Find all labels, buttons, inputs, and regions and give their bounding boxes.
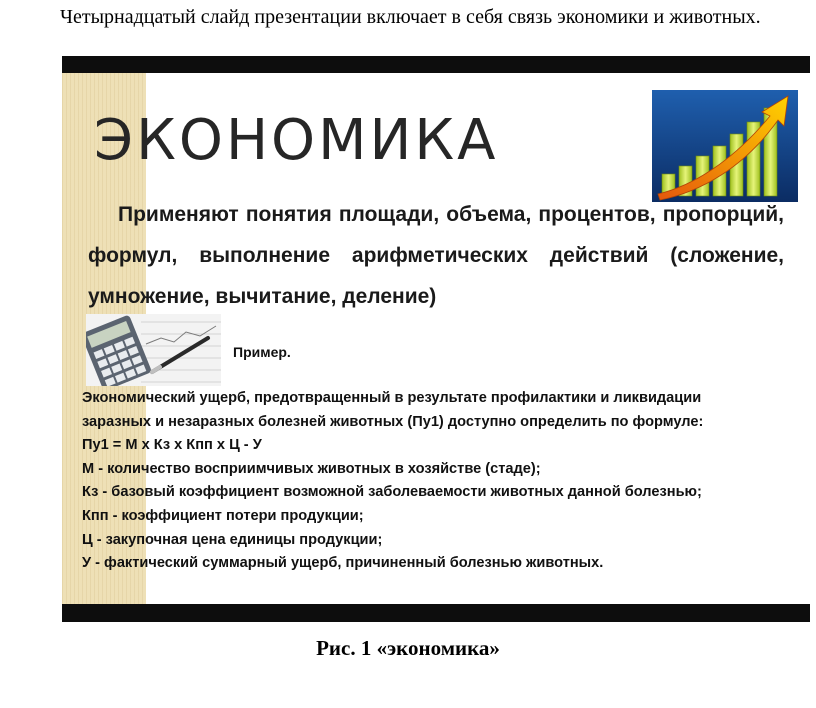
example-line: Кпп - коэффициент потери продукции; xyxy=(82,507,364,524)
growth-bar-chart-arrow-icon xyxy=(652,90,798,202)
figure-caption: Рис. 1 «экономика» xyxy=(316,636,500,660)
calculator-with-pen-icon xyxy=(86,314,221,386)
example-formula-block xyxy=(82,387,802,576)
slide-title: ЭКОНОМИКА xyxy=(94,108,499,173)
intro-paragraph: Четырнадцатый слайд презентации включает в себя связь экономики и животных. xyxy=(60,6,761,28)
example-line: заразных и незаразных болезней животных (Пу1) доступно определить по формуле: xyxy=(82,413,704,430)
slide-lead-text: Применяют понятия площади, объема, процентов, пропорций, формул, выполнение арифметических действий (сложение, умножение, вычитание, деление) xyxy=(88,203,784,308)
example-line: Экономический ущерб, предотвращенный в результате профилактики и ликвидации xyxy=(82,390,702,406)
formula-line: Пу1 = М х Кз х Кпп х Ц - У xyxy=(82,437,262,454)
slide-top-bar xyxy=(62,56,810,73)
example-line: М - количество восприимчивых животных в хозяйстве (стаде); xyxy=(82,460,541,477)
presentation-slide xyxy=(62,56,810,622)
example-line: Ц - закупочная цена единицы продукции; xyxy=(82,531,383,548)
slide-bottom-bar xyxy=(62,604,810,622)
example-label: Пример. xyxy=(233,344,291,360)
example-line: Кз - базовый коэффициент возможной заболеваемости животных данной болезнью; xyxy=(82,484,702,501)
example-line: У - фактический суммарный ущерб, причиненный болезнью животных. xyxy=(82,555,604,572)
